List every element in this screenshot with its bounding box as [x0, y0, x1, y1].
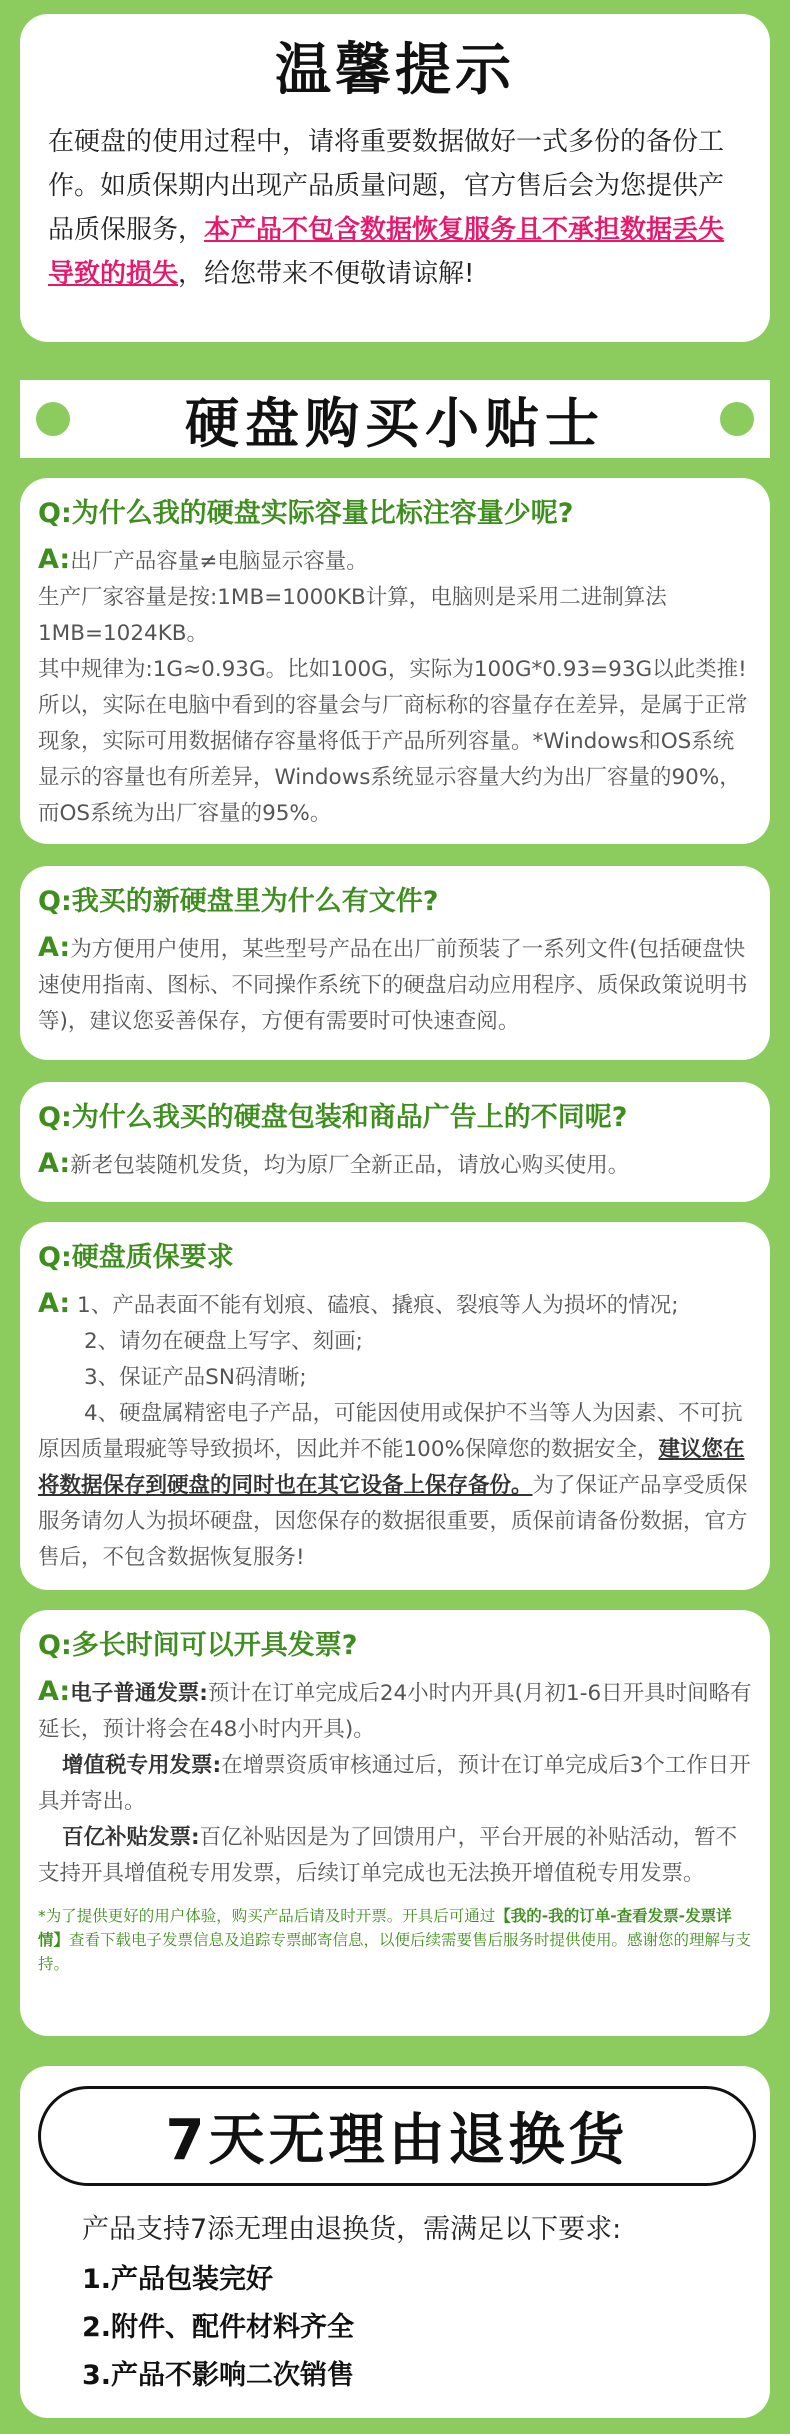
right-dot-icon [720, 402, 754, 436]
faq-answer [38, 1146, 752, 1184]
note-path: 【我的-我的订单-查看发票-发票详情】 [38, 1907, 732, 1949]
note-text: 查看下载电子发票信息及追踪专票邮寄信息，以便后续需要售后服务时提供使用。感谢您的理解与支持。 [38, 1931, 752, 1973]
invoice-type-text: 在增票资质审核通过后，预计在订单完成后3个工作日开具并寄出。 [38, 1753, 751, 1814]
faq-question: Q:多长时间可以开具发票? [38, 1630, 358, 1661]
returns-item: 3.产品不影响二次销售 [82, 2360, 355, 2391]
returns-list [38, 2256, 752, 2400]
warranty-item-4 [38, 1396, 752, 1576]
answer-mark: A: [38, 1676, 71, 1707]
invoice-paragraph [38, 1748, 752, 1820]
returns-item: 1.产品包装完好 [82, 2264, 274, 2295]
faq-card-warranty [20, 1222, 770, 1590]
warranty-item: 2、请勿在硬盘上写字、刻画; [84, 1329, 363, 1354]
notice-body-end: ，给您带来不便敬请谅解! [178, 259, 475, 289]
tips-banner [20, 380, 770, 458]
warranty-text: 4、硬盘属精密电子产品，可能因使用或保护不当等人为因素、不可抗原因质量瑕疵等导致损坏，因此并不能100%保障您的数据安全， [38, 1401, 743, 1462]
tips-title: 硬盘购买小贴士 [185, 391, 605, 455]
invoice-type-label: 电子普通发票: [70, 1681, 208, 1706]
answer-text: 新老包装随机发货，均为原厂全新正品，请放心购买使用。 [70, 1153, 630, 1178]
invoice-type-label: 百亿补贴发票: [62, 1825, 200, 1850]
answer-mark: A: [38, 1148, 71, 1179]
answer-line: 其中规律为:1G≈0.93G。比如100G，实际为100G*0.93=93G以此类推!所以，实际在电脑中看到的容量会与厂商标称的容量存在差异，是属于正常现象，实际可用数据储存容量将低于产品所列容量。*Windows和OS系统显示的容量也有所差异，Windows系统显示容量大约为出厂容量的90%，而OS系统为出厂容量的95%。 [38, 657, 748, 826]
warranty-item: 1、产品表面不能有划痕、磕痕、撬痕、裂痕等人为损坏的情况; [77, 1293, 679, 1318]
invoice-paragraph [38, 1820, 752, 1892]
warranty-emphasis: 建议您在将数据保存到硬盘的同时也在其它设备上保存备份。 [38, 1437, 745, 1498]
returns-title: 7天无理由退换货 [38, 2086, 756, 2186]
notice-card [20, 14, 770, 342]
notice-title: 温馨提示 [275, 38, 515, 103]
left-dot-icon [36, 402, 70, 436]
returns-card [20, 2066, 770, 2418]
faq-question: Q:硬盘质保要求 [38, 1242, 234, 1273]
answer-mark: A: [38, 1288, 71, 1319]
invoice-note [38, 1904, 752, 1976]
faq-card-invoice [20, 1610, 770, 2036]
faq-card-preloaded-files [20, 866, 770, 1060]
faq-answer [38, 542, 752, 580]
faq-answer [38, 1286, 752, 1324]
faq-card-capacity [20, 478, 770, 844]
note-text: *为了提供更好的用户体验，购买产品后请及时开票。开具后可通过 [38, 1907, 496, 1925]
invoice-type-text: 百亿补贴因是为了回馈用户，平台开展的补贴活动，暂不支持开具增值税专用发票，后续订单完成也无法换开增值税专用发票。 [38, 1825, 738, 1886]
answer-mark: A: [38, 544, 71, 575]
answer-line: 出厂产品容量≠电脑显示容量。 [70, 549, 368, 574]
warranty-item: 3、保证产品SN码清晰; [84, 1365, 307, 1390]
faq-question: Q:我买的新硬盘里为什么有文件? [38, 886, 439, 917]
answer-mark: A: [38, 932, 71, 963]
faq-question: Q:为什么我的硬盘实际容量比标注容量少呢? [38, 498, 574, 529]
returns-intro: 产品支持7添无理由退换货，需满足以下要求: [82, 2214, 622, 2245]
notice-body-text: 在硬盘的使用过程中，请将重要数据做好一式多份的备份工作。如质保期内出现产品质量问题，官方售后会为您提供产品质保服务， [48, 127, 725, 245]
faq-question: Q:为什么我买的硬盘包装和商品广告上的不同呢? [38, 1102, 628, 1133]
answer-line: 生产厂家容量是按:1MB=1000KB计算，电脑则是采用二进制算法1MB=1024KB。 [38, 585, 667, 646]
invoice-type-text: 预计在订单完成后24小时内开具(月初1-6日开具时间略有延长，预计将会在48小时内开具)。 [38, 1681, 752, 1742]
faq-answer [38, 1674, 752, 1748]
notice-body [48, 120, 742, 296]
faq-card-packaging [20, 1082, 770, 1202]
faq-answer [38, 930, 752, 1040]
returns-item: 2.附件、配件材料齐全 [82, 2312, 355, 2343]
notice-highlight: 本产品不包含数据恢复服务且不承担数据丢失导致的损失 [48, 215, 725, 289]
answer-text: 为方便用户使用，某些型号产品在出厂前预装了一系列文件(包括硬盘快速使用指南、图标、不同操作系统下的硬盘启动应用程序、质保政策说明书等)，建议您妥善保存，方便有需要时可快速查阅。 [38, 937, 748, 1034]
warranty-text: 为了保证产品享受质保服务请勿人为损坏硬盘，因您保存的数据很重要，质保前请备份数据，官方售后，不包含数据恢复服务! [38, 1473, 748, 1570]
invoice-type-label: 增值税专用发票: [62, 1753, 222, 1778]
